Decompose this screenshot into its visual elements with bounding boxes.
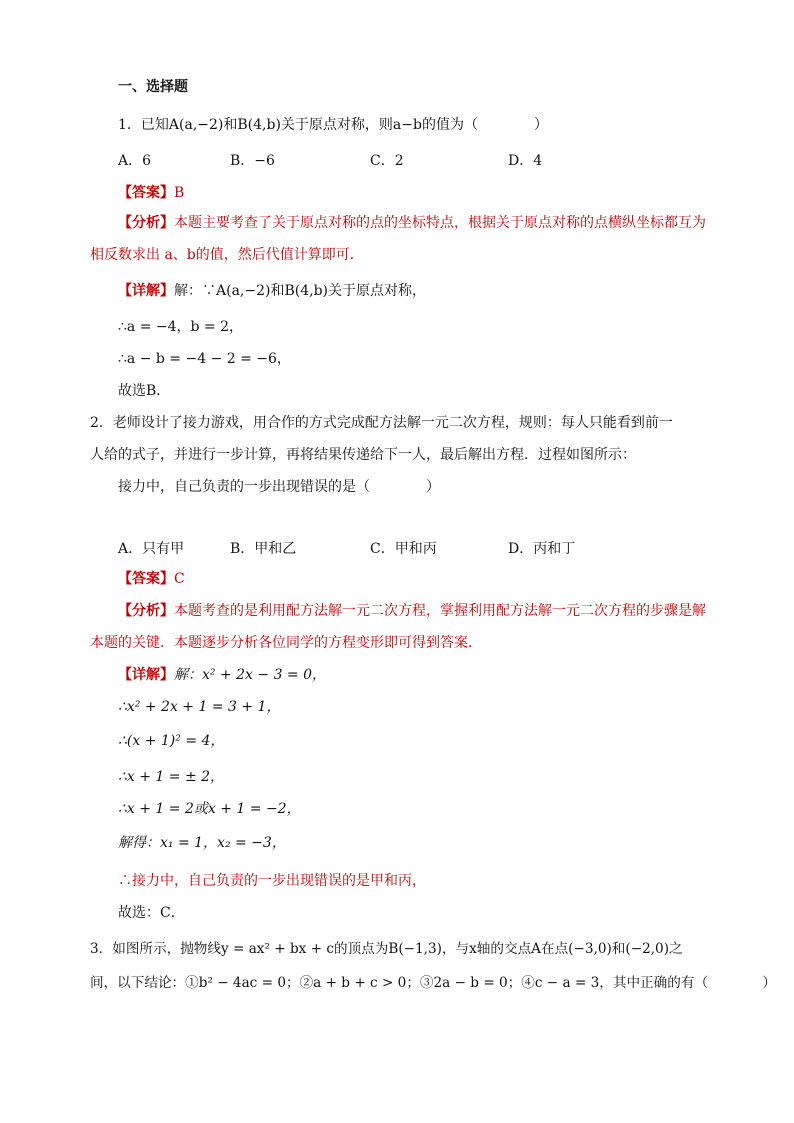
q1-analysis-text1: 本题主要考查了关于原点对称的点的坐标特点，根据关于原点对称的点横纵坐标都互为 [174,215,706,231]
q2-option-c: C．甲和丙 [370,541,437,557]
q1-detail-tag: 【详解】 [118,283,174,299]
q1-analysis-line2: 相反数求出 a、b的值，然后代值计算即可． [90,247,364,263]
q2-step2: ∴(x + 1)² = 4， [118,733,225,749]
q2-detail-line1 [118,666,326,684]
q1-detail-line1 [118,282,426,300]
q1-answer-value: B [174,185,185,201]
q1-option-c: C．2 [370,153,404,169]
q2-step4: ∴x + 1 = 2或x + 1 = −2， [118,801,301,817]
q2-option-a: A．只有甲 [118,541,185,557]
q2-answer-tag: 【答案】 [118,571,174,587]
q2-detail-tag: 【详解】 [118,667,174,683]
q2-detail-text1: 解：x² + 2x − 3 = 0， [174,667,327,683]
q1-analysis-tag: 【分析】 [118,215,174,231]
q2-answer-value: C [174,571,185,587]
q1-analysis-line1 [118,214,706,232]
q2-red-conclusion: ∴接力中，自己负责的一步出现错误的是甲和丙， [118,873,426,889]
q1-option-d: D．4 [508,153,543,169]
q2-stem-line1: 2．老师设计了接力游戏，用合作的方式完成配方法解一元二次方程，规则：每人只能看到前一 [90,415,673,431]
q1-step2: ∴a − b = −4 − 2 = −6， [118,351,291,367]
q1-answer-tag: 【答案】 [118,185,174,201]
q2-answer [118,570,185,588]
q1-conclusion: 故选B． [118,383,171,399]
q3-stem-line1: 3．如图所示，抛物线y = ax² + bx + c的顶点为B(−1,3)，与x轴的交点A在点(−3,0)和(−2,0)之 [90,941,683,957]
q1-stem: 1．已知A(a,−2)和B(4,b)关于原点对称，则a−b的值为（ ） [118,117,548,133]
q2-step3: ∴x + 1 = ± 2， [118,769,225,785]
q1-option-a: A．6 [118,153,152,169]
q3-stem-line2: 间，以下结论：①b² − 4ac = 0；②a + b + c > 0；③2a − b = 0；④c − a = 3，其中正确的有（ ） [90,975,777,991]
q1-detail-text1: 解：∵A(a,−2)和B(4,b)关于原点对称， [174,283,426,299]
q2-analysis-text1: 本题考查的是利用配方法解一元二次方程，掌握利用配方法解一元二次方程的步骤是解 [174,603,706,619]
q2-analysis-line2: 本题的关键．本题逐步分析各位同学的方程变形即可得到答案． [90,635,482,651]
q2-analysis-line1 [118,602,706,620]
q2-stem-line2: 人给的式子，并进行一步计算，再将结果传递给下一人，最后解出方程．过程如图所示： [90,447,636,463]
q1-step1: ∴a = −4，b = 2， [118,319,244,335]
q2-stem-line3: 接力中，自己负责的一步出现错误的是（ ） [118,479,440,495]
q1-answer [118,184,184,202]
q2-step1: ∴x² + 2x + 1 = 3 + 1， [118,699,281,715]
q2-conclusion: 故选：C． [118,905,185,921]
q1-option-b: B．−6 [230,153,275,169]
q2-analysis-tag: 【分析】 [118,603,174,619]
q2-option-b: B．甲和乙 [230,541,297,557]
section-title: 一、选择题 [118,79,188,95]
q2-step5: 解得：x₁ = 1，x₂ = −3， [118,835,286,851]
q2-option-d: D．丙和丁 [508,541,576,557]
